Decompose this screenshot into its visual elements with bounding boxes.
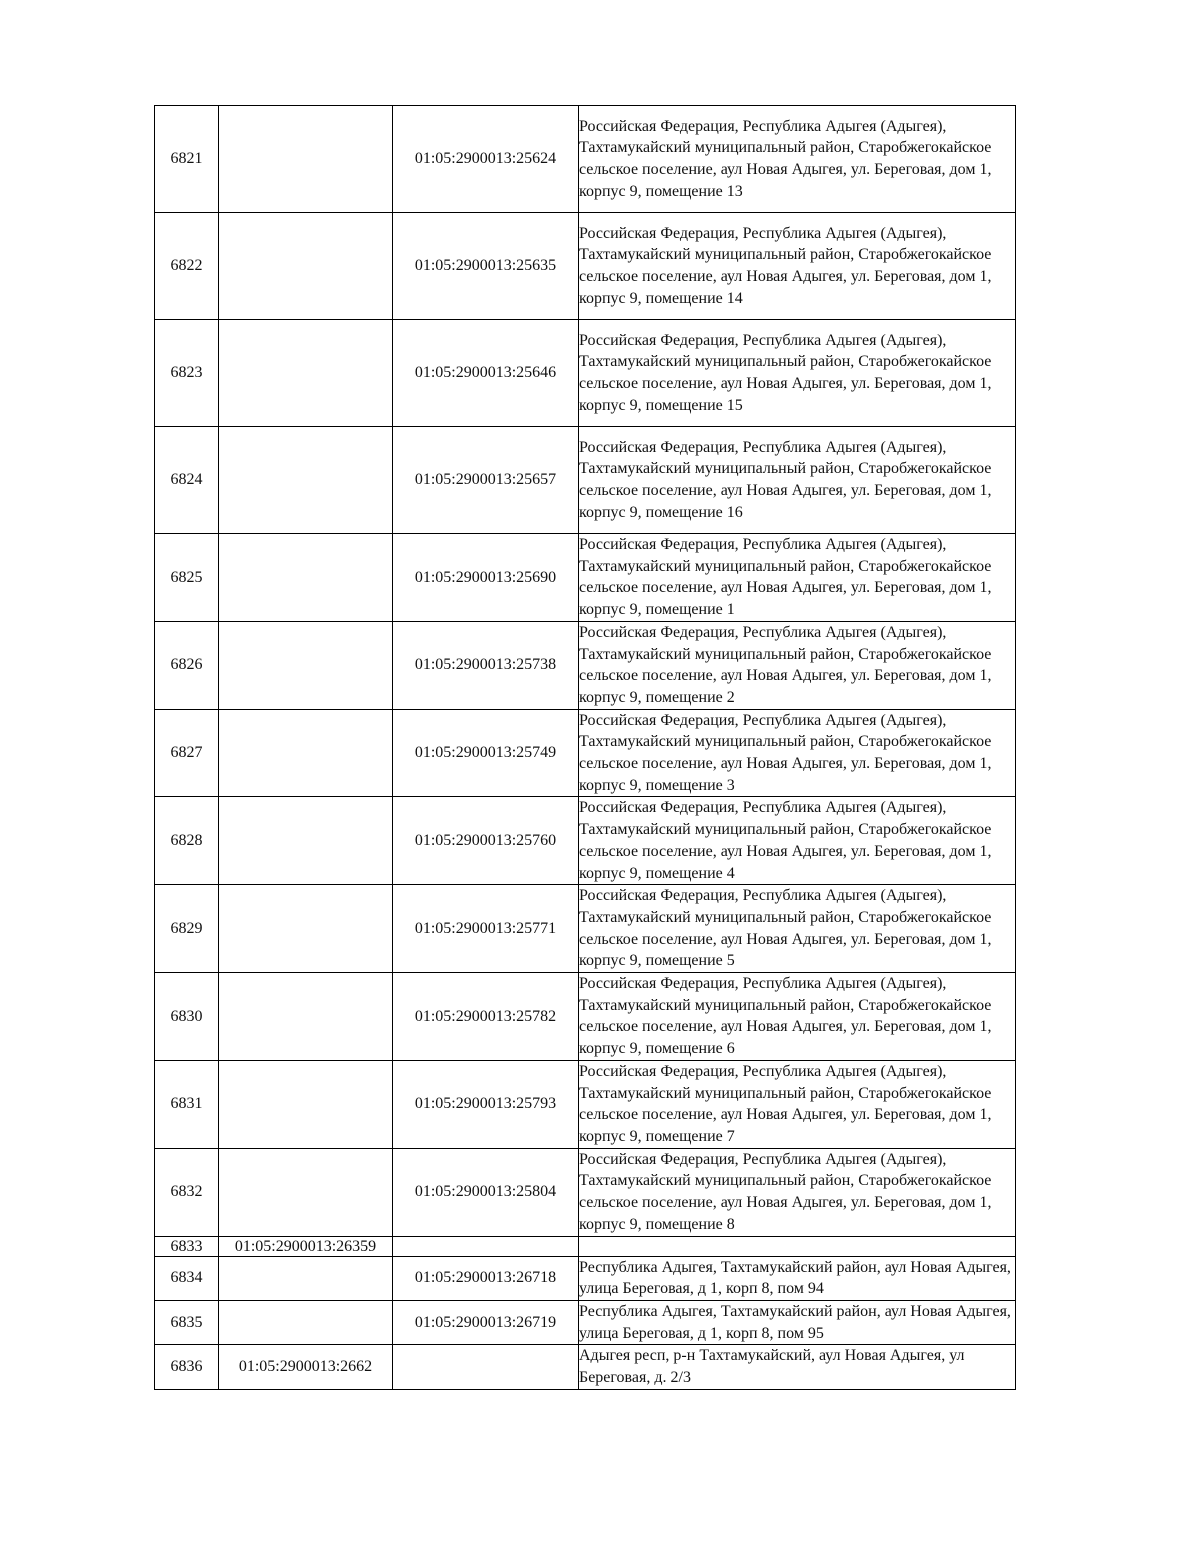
- object-cadastral-number: [219, 213, 393, 320]
- address: Российская Федерация, Республика Адыгея (Адыгея), Тахтамукайский муниципальный район, Старобжегокайское сельское поселение, аул Новая Адыгея, ул. Береговая, дом 1, корпус 9, помещение 4: [579, 797, 1016, 885]
- address: Российская Федерация, Республика Адыгея (Адыгея), Тахтамукайский муниципальный район, Старобжегокайское сельское поселение, аул Новая Адыгея, ул. Береговая, дом 1, корпус 9, помещение 15: [579, 320, 1016, 427]
- cadastral-number: 01:05:2900013:25771: [393, 885, 579, 973]
- object-cadastral-number: 01:05:2900013:26359: [219, 1236, 393, 1256]
- address: Российская Федерация, Республика Адыгея (Адыгея), Тахтамукайский муниципальный район, Старобжегокайское сельское поселение, аул Новая Адыгея, ул. Береговая, дом 1, корпус 9, помещение 6: [579, 973, 1016, 1061]
- table-row: [155, 1060, 1016, 1148]
- table-row: [155, 106, 1016, 213]
- row-number: 6835: [155, 1300, 219, 1344]
- row-number: 6830: [155, 973, 219, 1061]
- row-number: 6821: [155, 106, 219, 213]
- row-number: 6828: [155, 797, 219, 885]
- cadastral-number: [393, 1236, 579, 1256]
- table-row: [155, 1236, 1016, 1256]
- table-row: [155, 709, 1016, 797]
- table-row: [155, 1256, 1016, 1300]
- registry-table: [154, 105, 1016, 1390]
- object-cadastral-number: [219, 320, 393, 427]
- address: Республика Адыгея, Тахтамукайский район, аул Новая Адыгея, улица Береговая, д 1, корп 8, пом 94: [579, 1256, 1016, 1300]
- table-row: [155, 1345, 1016, 1389]
- cadastral-number: 01:05:2900013:25624: [393, 106, 579, 213]
- object-cadastral-number: [219, 1300, 393, 1344]
- table-row: [155, 621, 1016, 709]
- row-number: 6827: [155, 709, 219, 797]
- address: Российская Федерация, Республика Адыгея (Адыгея), Тахтамукайский муниципальный район, Старобжегокайское сельское поселение, аул Новая Адыгея, ул. Береговая, дом 1, корпус 9, помещение 2: [579, 621, 1016, 709]
- object-cadastral-number: [219, 973, 393, 1061]
- cadastral-number: 01:05:2900013:25646: [393, 320, 579, 427]
- table-row: [155, 534, 1016, 622]
- cadastral-number: 01:05:2900013:25804: [393, 1148, 579, 1236]
- cadastral-number: 01:05:2900013:25635: [393, 213, 579, 320]
- cadastral-number: 01:05:2900013:25657: [393, 427, 579, 534]
- address: Российская Федерация, Республика Адыгея (Адыгея), Тахтамукайский муниципальный район, Старобжегокайское сельское поселение, аул Новая Адыгея, ул. Береговая, дом 1, корпус 9, помещение 3: [579, 709, 1016, 797]
- cadastral-number: [393, 1345, 579, 1389]
- object-cadastral-number: [219, 534, 393, 622]
- table-row: [155, 797, 1016, 885]
- row-number: 6831: [155, 1060, 219, 1148]
- object-cadastral-number: [219, 621, 393, 709]
- table-row: [155, 427, 1016, 534]
- object-cadastral-number: [219, 797, 393, 885]
- address: Российская Федерация, Республика Адыгея (Адыгея), Тахтамукайский муниципальный район, Старобжегокайское сельское поселение, аул Новая Адыгея, ул. Береговая, дом 1, корпус 9, помещение 7: [579, 1060, 1016, 1148]
- object-cadastral-number: 01:05:2900013:2662: [219, 1345, 393, 1389]
- cadastral-number: 01:05:2900013:25738: [393, 621, 579, 709]
- object-cadastral-number: [219, 1148, 393, 1236]
- address: [579, 1236, 1016, 1256]
- row-number: 6832: [155, 1148, 219, 1236]
- table-row: [155, 973, 1016, 1061]
- row-number: 6822: [155, 213, 219, 320]
- row-number: 6824: [155, 427, 219, 534]
- object-cadastral-number: [219, 427, 393, 534]
- row-number: 6829: [155, 885, 219, 973]
- address: Российская Федерация, Республика Адыгея (Адыгея), Тахтамукайский муниципальный район, Старобжегокайское сельское поселение, аул Новая Адыгея, ул. Береговая, дом 1, корпус 9, помещение 5: [579, 885, 1016, 973]
- object-cadastral-number: [219, 885, 393, 973]
- cadastral-number: 01:05:2900013:25793: [393, 1060, 579, 1148]
- address: Адыгея респ, р-н Тахтамукайский, аул Новая Адыгея, ул Береговая, д. 2/3: [579, 1345, 1016, 1389]
- table-row: [155, 213, 1016, 320]
- row-number: 6826: [155, 621, 219, 709]
- row-number: 6833: [155, 1236, 219, 1256]
- address: Российская Федерация, Республика Адыгея (Адыгея), Тахтамукайский муниципальный район, Старобжегокайское сельское поселение, аул Новая Адыгея, ул. Береговая, дом 1, корпус 9, помещение 13: [579, 106, 1016, 213]
- object-cadastral-number: [219, 1256, 393, 1300]
- cadastral-number: 01:05:2900013:25690: [393, 534, 579, 622]
- row-number: 6836: [155, 1345, 219, 1389]
- row-number: 6823: [155, 320, 219, 427]
- address: Российская Федерация, Республика Адыгея (Адыгея), Тахтамукайский муниципальный район, Старобжегокайское сельское поселение, аул Новая Адыгея, ул. Береговая, дом 1, корпус 9, помещение 8: [579, 1148, 1016, 1236]
- row-number: 6834: [155, 1256, 219, 1300]
- object-cadastral-number: [219, 1060, 393, 1148]
- table-row: [155, 1300, 1016, 1344]
- cadastral-number: 01:05:2900013:25749: [393, 709, 579, 797]
- table-row: [155, 320, 1016, 427]
- address: Российская Федерация, Республика Адыгея (Адыгея), Тахтамукайский муниципальный район, Старобжегокайское сельское поселение, аул Новая Адыгея, ул. Береговая, дом 1, корпус 9, помещение 16: [579, 427, 1016, 534]
- object-cadastral-number: [219, 106, 393, 213]
- table-row: [155, 1148, 1016, 1236]
- cadastral-number: 01:05:2900013:25782: [393, 973, 579, 1061]
- cadastral-number: 01:05:2900013:25760: [393, 797, 579, 885]
- object-cadastral-number: [219, 709, 393, 797]
- address: Российская Федерация, Республика Адыгея (Адыгея), Тахтамукайский муниципальный район, Старобжегокайское сельское поселение, аул Новая Адыгея, ул. Береговая, дом 1, корпус 9, помещение 14: [579, 213, 1016, 320]
- table-row: [155, 885, 1016, 973]
- address: Республика Адыгея, Тахтамукайский район, аул Новая Адыгея, улица Береговая, д 1, корп 8, пом 95: [579, 1300, 1016, 1344]
- address: Российская Федерация, Республика Адыгея (Адыгея), Тахтамукайский муниципальный район, Старобжегокайское сельское поселение, аул Новая Адыгея, ул. Береговая, дом 1, корпус 9, помещение 1: [579, 534, 1016, 622]
- row-number: 6825: [155, 534, 219, 622]
- cadastral-number: 01:05:2900013:26718: [393, 1256, 579, 1300]
- cadastral-number: 01:05:2900013:26719: [393, 1300, 579, 1344]
